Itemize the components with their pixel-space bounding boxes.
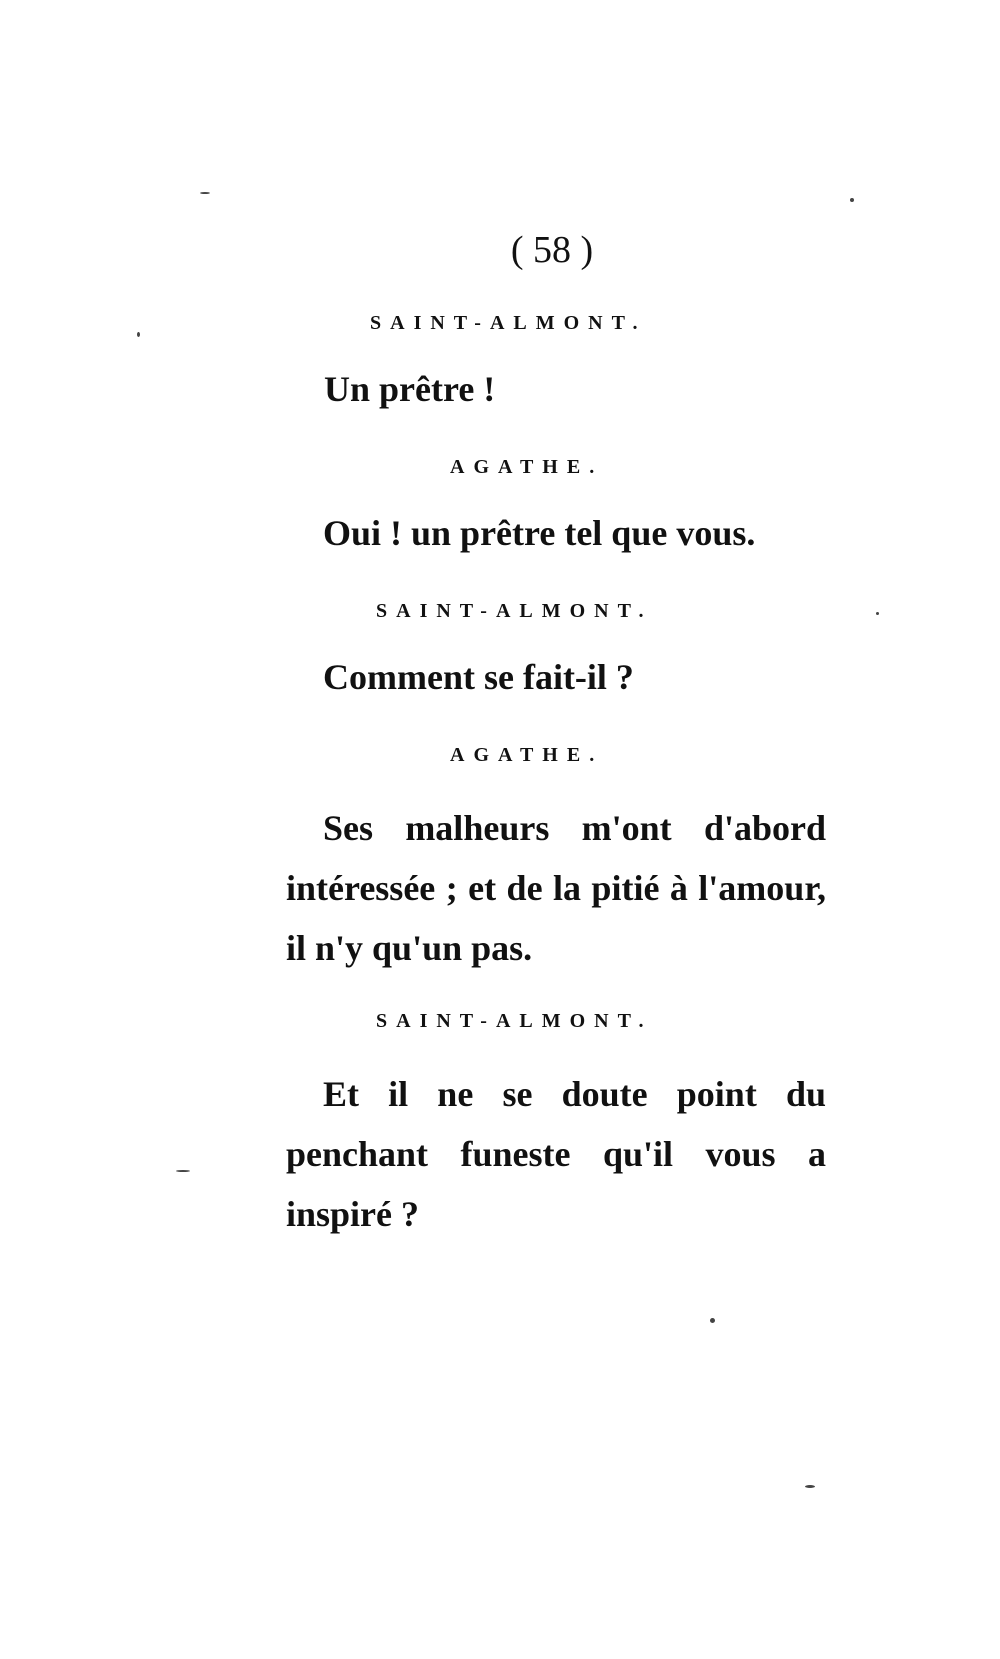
dialogue-paragraph: Ses malheurs m'ont d'abord intéressée ; et de la pitié à l'amour, il n'y qu'un pas. xyxy=(286,808,826,968)
dialogue-line: Comment se fait-il ? xyxy=(323,657,634,697)
dialogue-paragraph: Et il ne se doute point du penchant funeste qu'il vous a inspiré ? xyxy=(286,1074,826,1234)
scan-speck xyxy=(805,1485,815,1488)
dialogue-line: Un prêtre ! xyxy=(324,369,496,409)
speaker-name: SAINT-ALMONT. xyxy=(370,312,647,334)
speaker-name: AGATHE. xyxy=(450,744,604,766)
speaker-name: SAINT-ALMONT. xyxy=(376,1010,653,1032)
speaker-name: AGATHE. xyxy=(450,456,604,478)
page-number: ( 58 ) xyxy=(510,229,594,271)
scan-speck xyxy=(200,192,210,194)
dialogue-line: Oui ! un prêtre tel que vous. xyxy=(323,513,756,553)
scan-speck xyxy=(710,1318,715,1323)
scan-speck xyxy=(176,1170,190,1172)
scan-speck xyxy=(137,332,140,337)
scan-speck xyxy=(850,198,854,202)
scan-speck xyxy=(876,612,879,615)
speaker-name: SAINT-ALMONT. xyxy=(376,600,653,622)
